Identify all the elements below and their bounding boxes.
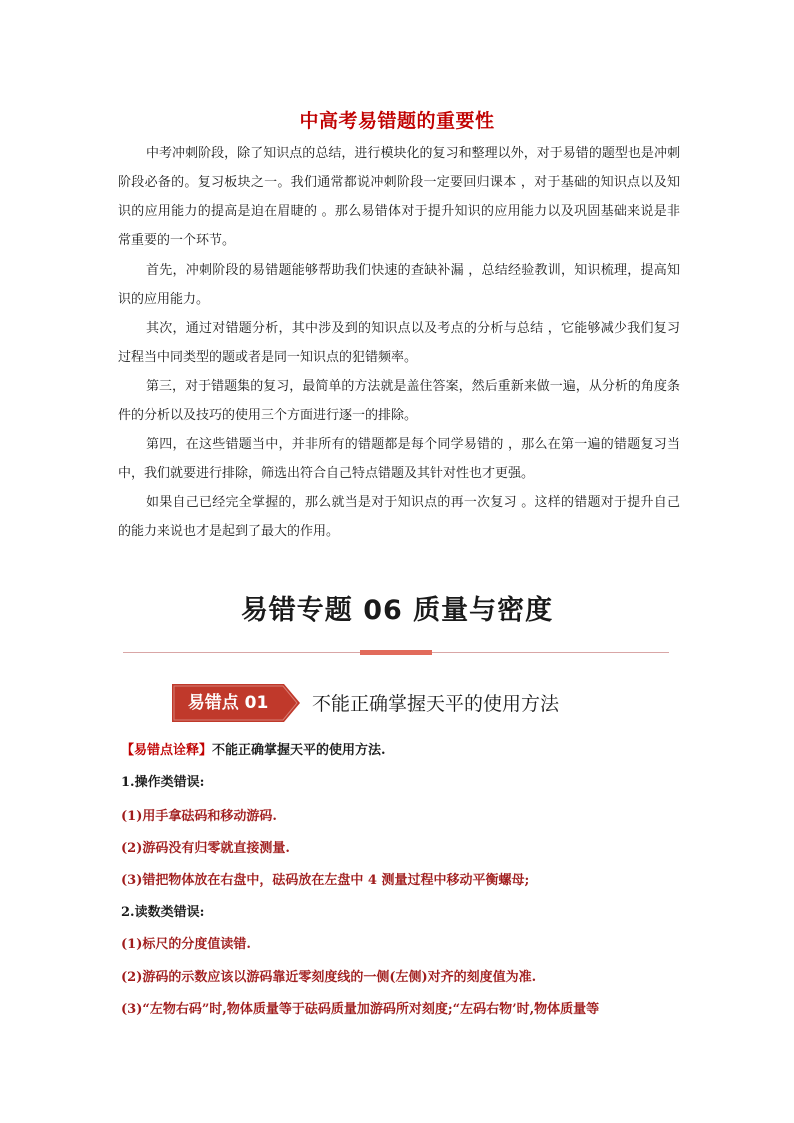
list-item: (1)标尺的分度值读错.: [121, 937, 251, 952]
intro-paragraph: 中考冲刺阶段，除了知识点的总结，进行模块化的复习和整理以外，对于易错的题型也是冲刺阶段必备的。复习板块之一。我们通常都说冲刺阶段一定要回归课本 ，对于基础的知识点以及知识的应用能力的提高是迫在眉睫的 。那么易错体对于提升知识的应用能力以及巩固基础来说是非常重要的一个环节。: [118, 146, 680, 248]
list-item: (3)“左物右码”时,物体质量等于砝码质量加游码所对刻度;“左码右物’时,物体质量等: [121, 1002, 600, 1017]
intro-paragraph: 首先，冲刺阶段的易错题能够帮助我们快速的查缺补漏 ，总结经验教训，知识梳理，提高知识的应用能力。: [118, 263, 680, 307]
explanation-text: 不能正确掌握天平的使用方法.: [212, 743, 386, 758]
title-divider-accent: [360, 650, 432, 655]
intro-paragraph: 其次，通过对错题分析，其中涉及到的知识点以及考点的分析与总结 ，它能够减少我们复习过程当中同类型的题或者是同一知识点的犯错频率。: [118, 321, 680, 365]
error-point-title: 不能正确掌握天平的使用方法: [312, 693, 560, 715]
list-item: 2.读数类错误:: [121, 905, 205, 920]
intro-paragraph: 第三，对于错题集的复习，最简单的方法就是盖住答案，然后重新来做一遍，从分析的角度条件的分析以及技巧的使用三个方面进行逐一的排除。: [118, 379, 680, 423]
explanation-label: 【易错点诠释】: [121, 743, 213, 758]
error-point-badge: [172, 684, 300, 722]
explanation-line: [121, 739, 386, 758]
list-item: (1)用手拿砝码和移动游码.: [121, 809, 277, 824]
list-item: (3)错把物体放在右盘中，砝码放在左盘中 4 测量过程中移动平衡螺母;: [121, 873, 530, 888]
topic-title: 易错专题 06 质量与密度: [240, 595, 554, 626]
list-item: (2)游码没有归零就直接测量.: [121, 841, 290, 856]
list-item: (2)游码的示数应该以游码靠近零刻度线的一侧(左侧)对齐的刻度值为准.: [121, 970, 537, 985]
intro-paragraph: 如果自己已经完全掌握的，那么就当是对于知识点的再一次复习 。这样的错题对于提升自己的能力来说也才是起到了最大的作用。: [118, 495, 680, 539]
badge-label: 易错点 01: [187, 693, 269, 713]
intro-paragraph: 第四，在这些错题当中，并非所有的错题都是每个同学易错的 ，那么在第一遍的错题复习当中，我们就要进行排除，筛选出符合自己特点错题及其针对性也才更强。: [118, 437, 680, 481]
list-item: 1.操作类错误:: [121, 775, 205, 790]
intro-title: 中高考易错题的重要性: [299, 110, 495, 132]
